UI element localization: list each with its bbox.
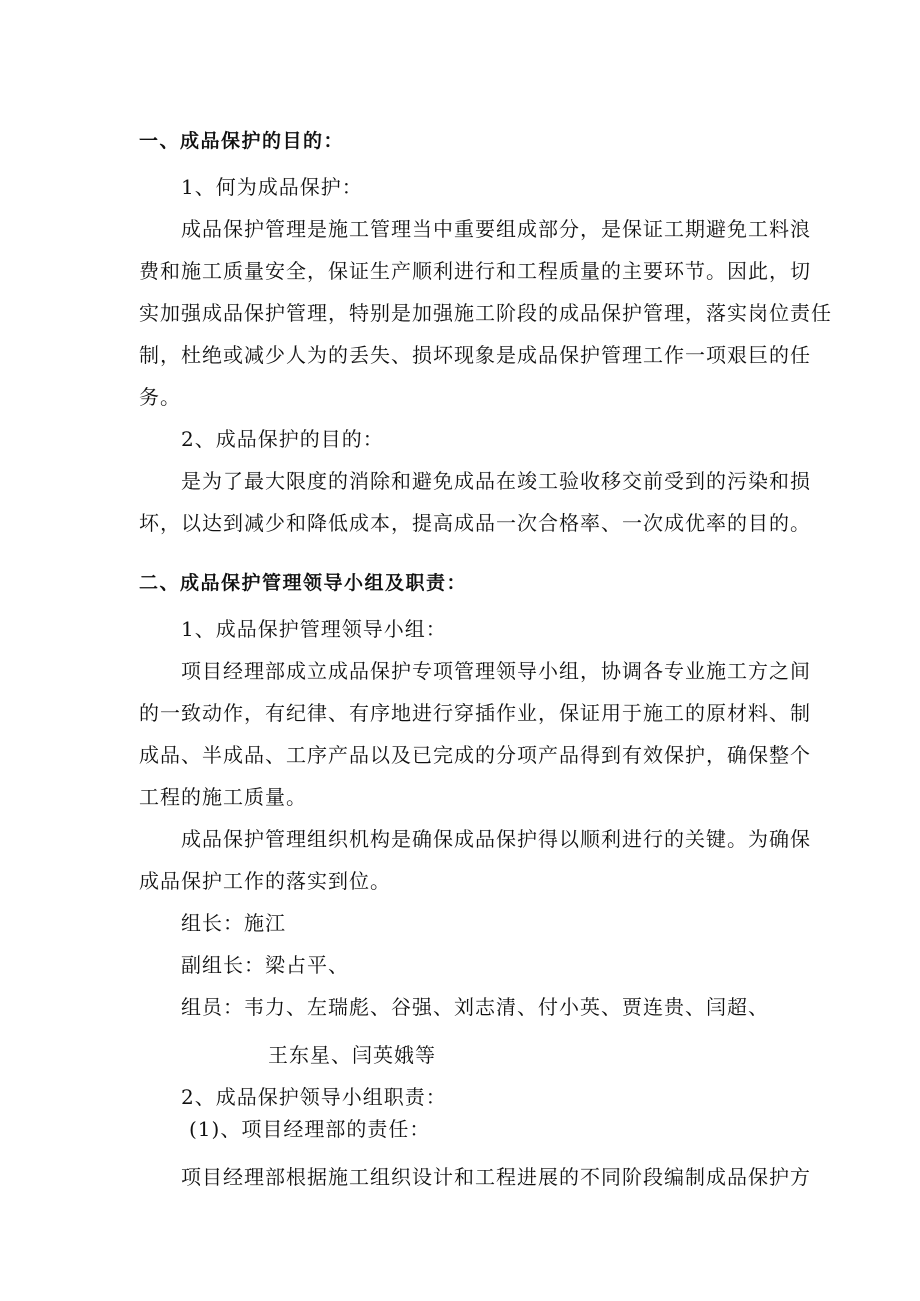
paragraph-line: 制，杜绝或减少人为的丢失、损坏现象是成品保护管理工作一项艰巨的任 [139,343,811,367]
group-leader: 组长：施江 [181,911,286,935]
paragraph-line: 的一致动作，有纪律、有序地进行穿插作业，保证用于施工的原材料、制 [139,701,811,725]
section-1-1-title: 1、何为成品保护： [181,175,363,199]
paragraph-line: 坏，以达到减少和降低成本，提高成品一次合格率、一次成优率的目的。 [139,511,811,535]
paragraph-line: 项目经理部根据施工组织设计和工程进展的不同阶段编制成品保护方 [181,1165,811,1189]
group-deputy: 副组长：梁占平、 [181,953,349,977]
section-1-heading: 一、成品保护的目的： [139,130,345,152]
paragraph-line: 实加强成品保护管理，特别是加强施工阶段的成品保护管理，落实岗位责任 [139,301,832,325]
group-members-continued: 王东星、闫英娥等 [268,1043,436,1067]
paragraph-line: 工程的施工质量。 [139,785,307,809]
section-2-2-title: 2、成品保护领导小组职责： [181,1085,447,1109]
paragraph-line: 项目经理部成立成品保护专项管理领导小组，协调各专业施工方之间 [181,659,811,683]
paragraph-line: 是为了最大限度的消除和避免成品在竣工验收移交前受到的污染和损 [181,469,811,493]
section-2-heading: 二、成品保护管理领导小组及职责： [139,572,468,594]
paragraph-line: 务。 [139,385,181,409]
paragraph-line: 成品保护管理是施工管理当中重要组成部分，是保证工期避免工料浪 [181,217,811,241]
group-members: 组员：韦力、左瑞彪、谷强、刘志清、付小英、贾连贵、闫超、 [181,995,769,1019]
section-1-2-title: 2、成品保护的目的： [181,427,384,451]
item-1-title: (1)、项目经理部的责任： [189,1117,431,1141]
paragraph-line: 成品保护管理组织机构是确保成品保护得以顺利进行的关键。为确保 [181,827,811,851]
paragraph-line: 成品、半成品、工序产品以及已完成的分项产品得到有效保护，确保整个 [139,743,811,767]
paragraph-line: 成品保护工作的落实到位。 [139,869,391,893]
paragraph-line: 费和施工质量安全，保证生产顺利进行和工程质量的主要环节。因此，切 [139,259,811,283]
section-2-1-title: 1、成品保护管理领导小组： [181,617,447,641]
